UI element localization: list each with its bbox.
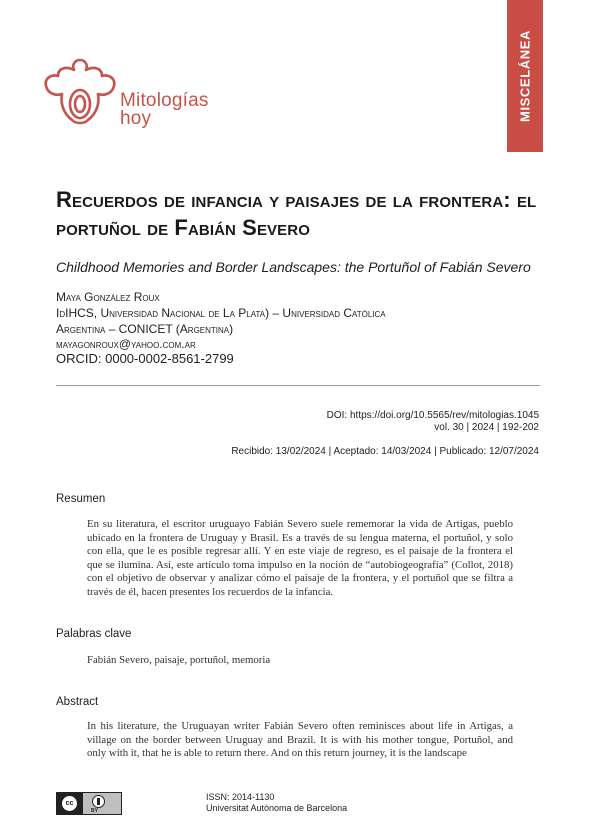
logo-text bbox=[120, 92, 209, 128]
issn: ISSN: 2014-1130 bbox=[206, 792, 275, 802]
resumen-heading: Resumen bbox=[56, 493, 106, 505]
author-affiliation-1: IdIHCS, Universidad Nacional de La Plata) – Universidad Católica bbox=[56, 306, 386, 320]
publication-dates: Recibido: 13/02/2024 | Aceptado: 14/03/2024 | Publicado: 12/07/2024 bbox=[231, 446, 539, 457]
section-tab bbox=[507, 0, 543, 152]
cc-icon: cc bbox=[61, 795, 78, 812]
doi-link[interactable]: DOI: https://doi.org/10.5565/rev/mitologias.1045 bbox=[326, 410, 539, 421]
divider bbox=[56, 385, 540, 386]
author-name: Maya González Roux bbox=[56, 290, 160, 304]
footer-info bbox=[206, 792, 347, 814]
university: Universitat Autònoma de Barcelona bbox=[206, 803, 348, 813]
volume-info: vol. 30 | 2024 | 192-202 bbox=[434, 422, 539, 433]
author-affiliation-2: Argentina – CONICET (Argentina) bbox=[56, 322, 234, 336]
author-orcid[interactable]: ORCID: 0000-0002-8561-2799 bbox=[56, 351, 234, 366]
section-tab-label: MISCELÁNEA bbox=[517, 30, 533, 122]
abstract-text: In his literature, the Uruguayan writer Fabián Severo often reminisces about life in Artigas, a village on the border between Uruguay and Brazil. It is with his mother tongue, Portuñol, and only with it, that he is able to return there. And on this return journey, it is the landscape bbox=[87, 720, 513, 760]
article-subtitle: Childhood Memories and Border Landscapes: the Portuñol of Fabián Severo bbox=[56, 259, 531, 275]
keywords-text: Fabián Severo, paisaje, portuñol, memoria bbox=[87, 654, 271, 666]
resumen-text: En su literatura, el escritor uruguayo Fabián Severo suele rememorar la vida de Artigas, pueblo ubicado en la frontera de Uruguay y Brasil. Es a través de su lengua materna, el portuñol, y solo con ella, que le es posible regresar allí. Y en este viaje de regreso, es el paisaje de la frontera el que se ilumina. Así, este artículo toma impulso en la noción de “autobiogeografía” (Collot, 2018) con el objetivo de observar y analizar cómo el paisaje de la frontera, y el portuñol que se filtra a través de él, hacen presentes los recuerdos de la infancia. bbox=[87, 518, 513, 598]
by-label: BY bbox=[91, 808, 98, 814]
logo-line-2: hoy bbox=[120, 108, 152, 129]
article-title: Recuerdos de infancia y paisajes de la frontera: el portuñol de Fabián Severo bbox=[56, 187, 537, 240]
keywords-heading: Palabras clave bbox=[56, 628, 132, 640]
cc-by-license-badge[interactable] bbox=[56, 792, 122, 815]
attribution-icon bbox=[92, 795, 105, 808]
abstract-heading: Abstract bbox=[56, 696, 99, 708]
logo-line-1: Mitologías bbox=[120, 90, 209, 111]
author-email[interactable]: mayagonroux@yahoo.com.ar bbox=[56, 337, 196, 351]
